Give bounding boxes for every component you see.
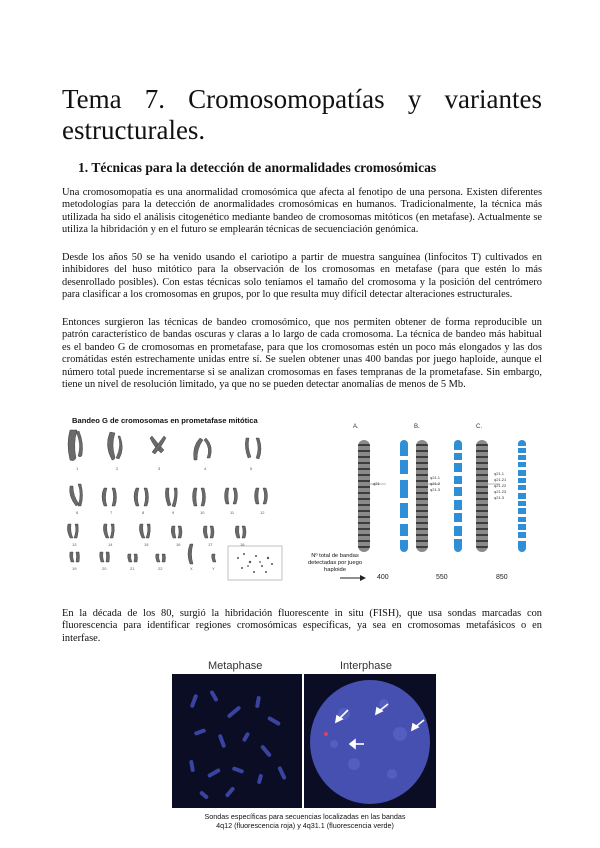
panel-label-b: B. [414, 424, 420, 430]
chromosome-number: 8 [142, 510, 145, 515]
chromosome-number: 16 [176, 542, 181, 547]
title-word: y [407, 84, 422, 114]
chromosome-number: 13 [72, 542, 77, 547]
chromosome-number: 4 [204, 466, 207, 471]
band-count-legend: Nº total de bandas detectadas por juego haploide [307, 553, 363, 573]
interphase-fish-image [304, 674, 436, 808]
paragraph-2: Desde los años 50 se ha venido usando el cariotipo a partir de muestra sanguínea (linfocitos T) cultivados en inhibidores del huso mitótico para la observación de los cromosomas en metafase (para que estén lo más desenrollado posibles). Con estas técnicas solo teníamos el tamaño del cromosoma y la posición del centrómero para clasificar a los cromosomas en grupos, por lo que resulta muy difícil detectar alteraciones estructurales. [62, 252, 542, 301]
panel-label-a: A. [353, 424, 359, 430]
chromosome-number: 20 [102, 566, 107, 571]
paragraph-4: En la década de los 80, surgió la hibridación fluorescente in situ (FISH), que usa sondas marcadas con fluorescencia para identificar regiones cromosómicas específicas, ya sea en cromosomas metafásicos o en interfase. [62, 608, 542, 644]
band-label: q21 [373, 481, 380, 486]
band-resolution-ideograms [350, 426, 550, 566]
title-word: Cromosomopatías [188, 84, 385, 114]
band-label: q21.2 [430, 481, 441, 486]
chromosome-number: 18 [240, 542, 245, 547]
chromosome-number: 3 [158, 466, 161, 471]
metaphase-fish-image [172, 674, 302, 808]
band-count-850: 850 [496, 574, 508, 581]
chromosome-number: 2 [116, 466, 119, 471]
chromosome-number: 21 [130, 566, 135, 571]
title-word: 7. [144, 84, 165, 114]
title-word: variantes [444, 84, 542, 114]
band-label: q21.22 [494, 483, 507, 488]
caption-line-2: 4q12 (fluorescencia roja) y 4q31.1 (fluorescencia verde) [216, 821, 394, 830]
caption-line-1: Sondas específicas para secuencias localizadas en las bandas [204, 812, 406, 821]
paragraph-1: Una cromosomopatía es una anormalidad cromosómica que afecta al fenotipo de una persona. Existen diferentes metodologías para la detección de anormalidades cromosómicas en humanos. Tradicionalmente, la técnica más utilizada ha sido el análisis citogenético mediante bandeo de cromosomas mitóticos (en metafase). Actualmente se utiliza la hibridación y en el futuro se emplearán técnicas de secuenciación genómica. [62, 187, 542, 236]
chromosome-number: 7 [110, 510, 113, 515]
band-label: q21.21 [494, 477, 507, 482]
title-line-2: estructurales. [62, 115, 206, 145]
chromosome-number: 1 [76, 466, 79, 471]
band-count-550: 550 [436, 574, 448, 581]
interphase-title: Interphase [340, 660, 392, 672]
chromosome-number: 10 [200, 510, 205, 515]
legend-arrow [340, 574, 366, 582]
chromosome-number: 15 [144, 542, 149, 547]
chromosome-number: 6 [76, 510, 79, 515]
figure2-caption [180, 812, 430, 830]
band-label: q21.3 [430, 487, 441, 492]
chromosome-number: Y [212, 566, 215, 571]
chromosome-number: 11 [230, 510, 235, 515]
chromosome-number: 12 [260, 510, 265, 515]
band-label: q21.1 [494, 471, 505, 476]
chromosome-number: 19 [72, 566, 77, 571]
section-heading: 1. Técnicas para la detección de anormalidades cromosómicas [78, 160, 437, 175]
page-title [62, 84, 542, 146]
metaphase-title: Metaphase [208, 660, 263, 672]
paragraph-3: Entonces surgieron las técnicas de bandeo cromosómico, que nos permiten obtener de forma reproducible un patrón característico de bandas oscuras y claras a lo largo de cada cromosoma. La técnica de bandeo más habitual es el bandeo G de cromosomas en prometafase, para que los cromosomas estén un poco más elongados y las dos cromátidas estén estrechamente unidas entre sí. Se suelen obtener unas 400 bandas por juego haploide, aunque el número total puede incrementarse si se analizan cromosomas en fases tempranas de la prometafase. Sin embargo, tiene un nivel de resolución limitado, ya que no se pueden detectar anomalías de menos de 5 Mb. [62, 317, 542, 391]
band-label: q21.3 [494, 495, 505, 500]
band-label: q21.23 [494, 489, 507, 494]
figure1-title: Bandeo G de cromosomas en prometafase mitótica [72, 416, 258, 425]
title-line-1 [62, 84, 542, 115]
chromosome-number: 22 [158, 566, 163, 571]
band-count-400: 400 [377, 574, 389, 581]
chromosome-number: 17 [208, 542, 213, 547]
chromosome-number: X [190, 566, 193, 571]
chromosome-number: 5 [250, 466, 253, 471]
panel-label-c: C. [476, 424, 482, 430]
band-label: q21.1 [430, 475, 441, 480]
chromosome-number: 9 [172, 510, 175, 515]
karyotype-image [60, 426, 290, 586]
title-word: Tema [62, 84, 122, 114]
chromosome-number: 14 [108, 542, 113, 547]
